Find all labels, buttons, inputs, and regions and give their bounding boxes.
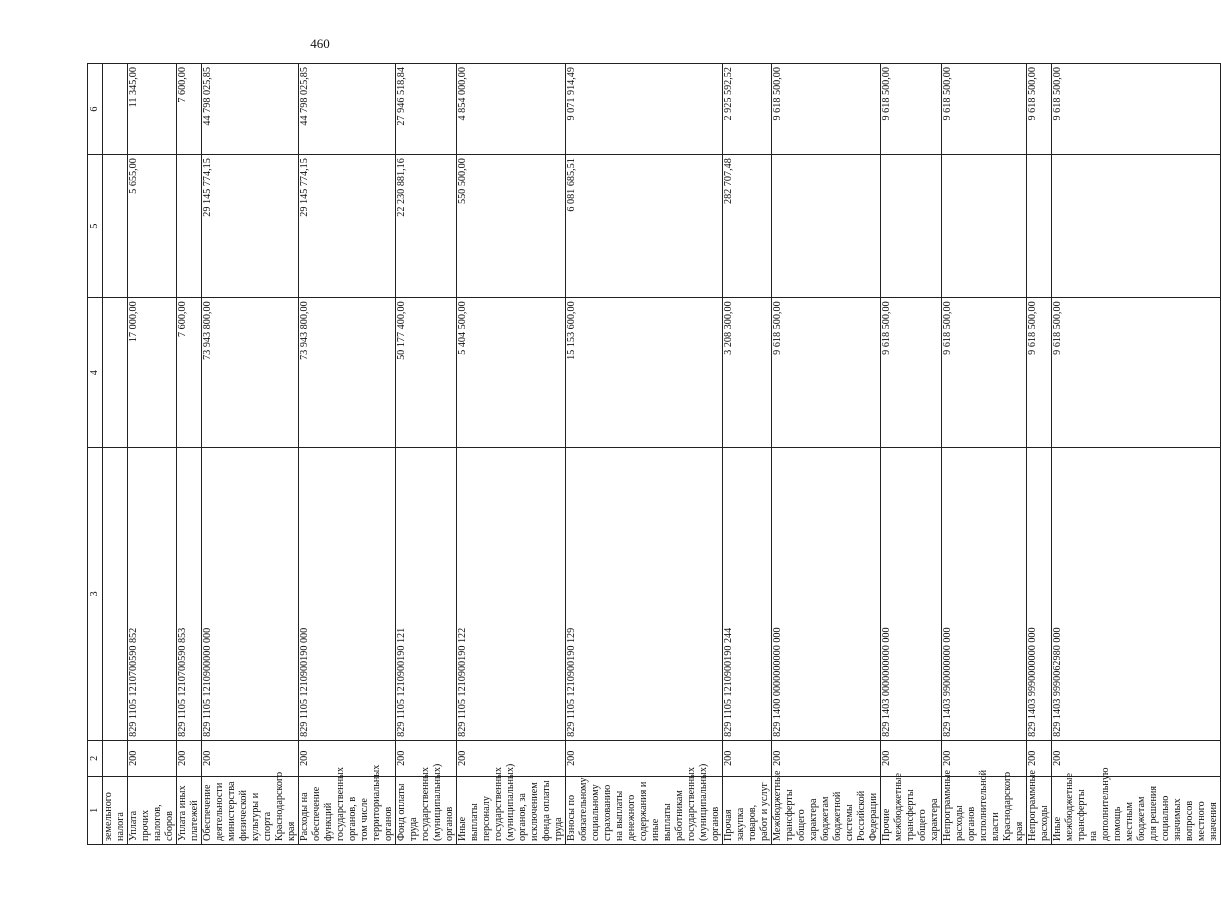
row-grbs: 200 [202, 740, 299, 776]
table-row [299, 64, 396, 845]
table-row [128, 64, 177, 845]
row-approved: 9 618 500,00 [942, 298, 1027, 448]
row-executed [772, 155, 881, 298]
row-executed: 22 230 881,16 [396, 155, 457, 298]
row-executed: 550 500,00 [457, 155, 566, 298]
row-approved: 9 618 500,00 [881, 298, 942, 448]
row-approved: 50 177 400,00 [396, 298, 457, 448]
row-executed: 282 707,48 [723, 155, 772, 298]
row-approved: 73 943 800,00 [299, 298, 396, 448]
table-row [396, 64, 457, 845]
row-code: 829 1105 1210900190 129 [566, 448, 723, 741]
row-approved: 9 618 500,00 [1052, 298, 1221, 448]
row-code: 829 1105 1210700590 853 [177, 448, 202, 741]
row-remaining: 44 798 025,85 [299, 64, 396, 155]
row-approved: 5 404 500,00 [457, 298, 566, 448]
row-grbs: 200 [566, 740, 723, 776]
row-approved [103, 298, 128, 448]
row-approved: 9 618 500,00 [1027, 298, 1052, 448]
row-name: Фонд оплаты труда государственных (муниципальных) органов [396, 776, 457, 844]
row-name: Расходы на обеспечение функций государственных органов, в том числе территориальных органов [299, 776, 396, 844]
row-name: земельного налога [103, 776, 128, 844]
table-row [202, 64, 299, 845]
row-executed [1052, 155, 1221, 298]
row-executed: 29 145 774,15 [202, 155, 299, 298]
row-remaining: 2 925 592,52 [723, 64, 772, 155]
budget-table [87, 63, 1221, 845]
table-header [88, 64, 103, 845]
row-remaining [103, 64, 128, 155]
row-code: 829 1105 1210900000 000 [202, 448, 299, 741]
row-grbs: 200 [128, 740, 177, 776]
row-code [103, 448, 128, 741]
row-executed [881, 155, 942, 298]
row-code: 829 1403 9990000000 000 [1027, 448, 1052, 741]
row-executed [177, 155, 202, 298]
header-col-5: 5 [88, 155, 103, 298]
row-executed: 6 081 685,51 [566, 155, 723, 298]
row-grbs: 200 [942, 740, 1027, 776]
row-name: Прочая закупка товаров, работ и услуг [723, 776, 772, 844]
row-grbs: 200 [177, 740, 202, 776]
table-row [1027, 64, 1052, 845]
row-code: 829 1403 0000000000 000 [881, 448, 942, 741]
page-number: 460 [310, 36, 330, 51]
row-remaining: 44 798 025,85 [202, 64, 299, 155]
row-name: Межбюджетные трансферты общего характера бюджетам бюджетной системы Российской Федерации [772, 776, 881, 844]
row-code: 829 1105 1210900190 244 [723, 448, 772, 741]
table-row [177, 64, 202, 845]
row-remaining: 9 618 500,00 [942, 64, 1027, 155]
row-code: 829 1105 1210900190 121 [396, 448, 457, 741]
row-code: 829 1403 9990062980 000 [1052, 448, 1221, 741]
row-remaining: 9 618 500,00 [1027, 64, 1052, 155]
row-remaining: 9 618 500,00 [1052, 64, 1221, 155]
row-approved: 3 208 300,00 [723, 298, 772, 448]
row-name: Взносы по обязательному социальному страхованию на выплаты денежного содержания и иные выплаты работникам государственных (муниципальных) органов [566, 776, 723, 844]
row-name: Уплата прочих налогов, сборов [128, 776, 177, 844]
row-name: Уплата иных платежей [177, 776, 202, 844]
row-remaining: 27 946 518,84 [396, 64, 457, 155]
row-code: 829 1105 1210900190 000 [299, 448, 396, 741]
table-row [566, 64, 723, 845]
row-name: Обеспечение деятельности министерства физической культуры и спорта Краснодарского края [202, 776, 299, 844]
header-row [88, 64, 103, 845]
row-code: 829 1105 1210900190 122 [457, 448, 566, 741]
row-remaining: 11 345,00 [128, 64, 177, 155]
table-row [1052, 64, 1221, 845]
row-code: 829 1105 1210700590 852 [128, 448, 177, 741]
row-approved: 15 153 600,00 [566, 298, 723, 448]
row-grbs: 200 [881, 740, 942, 776]
table-row [723, 64, 772, 845]
row-executed [942, 155, 1027, 298]
row-approved: 17 000,00 [128, 298, 177, 448]
table-row [103, 64, 128, 845]
row-remaining: 7 600,00 [177, 64, 202, 155]
row-name: Прочие межбюджетные трансферты общего характера [881, 776, 942, 844]
row-name: Непрограммные расходы [1027, 776, 1052, 844]
row-grbs: 200 [772, 740, 881, 776]
row-approved: 73 943 800,00 [202, 298, 299, 448]
row-remaining: 9 618 500,00 [772, 64, 881, 155]
row-name: Непрограммные расходы органов исполнительной власти Краснодарского края [942, 776, 1027, 844]
header-col-4: 4 [88, 298, 103, 448]
row-grbs: 200 [457, 740, 566, 776]
row-code: 829 1400 0000000000 000 [772, 448, 881, 741]
row-executed: 5 655,00 [128, 155, 177, 298]
row-remaining: 9 618 500,00 [881, 64, 942, 155]
row-grbs: 200 [1027, 740, 1052, 776]
row-approved: 7 600,00 [177, 298, 202, 448]
table-row [942, 64, 1027, 845]
row-grbs: 200 [396, 740, 457, 776]
row-approved: 9 618 500,00 [772, 298, 881, 448]
row-executed: 29 145 774,15 [299, 155, 396, 298]
row-grbs: 200 [1052, 740, 1221, 776]
row-grbs [103, 740, 128, 776]
row-remaining: 9 071 914,49 [566, 64, 723, 155]
row-executed [103, 155, 128, 298]
header-col-3: 3 [88, 448, 103, 741]
table-row [457, 64, 566, 845]
table-row [881, 64, 942, 845]
header-col-2: 2 [88, 740, 103, 776]
row-name: Иные межбюджетные трансферты на дополнительную помощь местным бюджетам для решения социально значимых вопросов местного значения [1052, 776, 1221, 844]
table-row [772, 64, 881, 845]
header-col-6: 6 [88, 64, 103, 155]
row-executed [1027, 155, 1052, 298]
row-grbs: 200 [723, 740, 772, 776]
header-col-1: 1 [88, 776, 103, 844]
budget-table-rotated [87, 63, 1219, 845]
row-code: 829 1403 9900000000 000 [942, 448, 1027, 741]
row-grbs: 200 [299, 740, 396, 776]
row-name: Иные выплаты персоналу государственных (муниципальных) органов, за исключением фонда оплаты труда [457, 776, 566, 844]
row-remaining: 4 854 000,00 [457, 64, 566, 155]
table-body [103, 64, 1221, 845]
